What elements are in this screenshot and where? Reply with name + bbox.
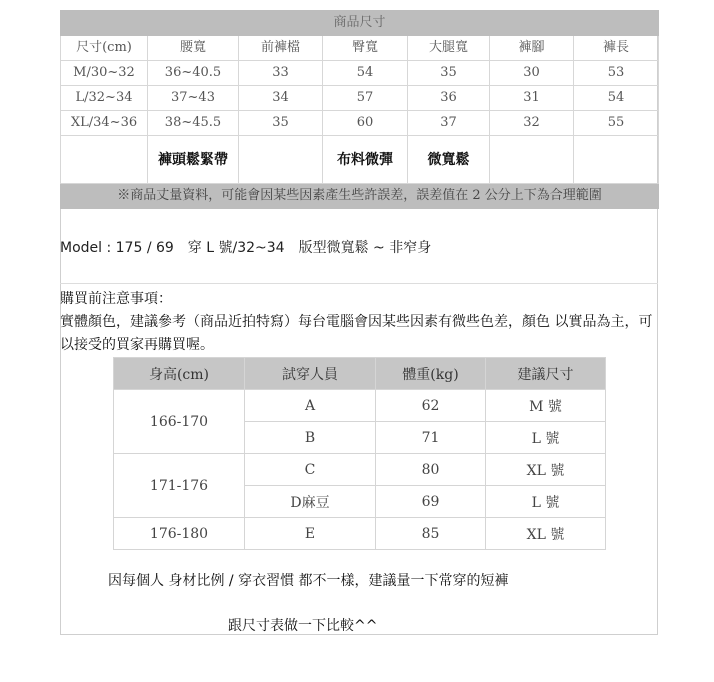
measurement-note-row: [61, 184, 659, 209]
measurement-note: ※商品丈量資料，可能會因某些因素產生些許誤差，誤差值在 2 公分上下為合理範圍: [61, 184, 659, 209]
table-cell: 85: [376, 518, 486, 550]
table-cell: XL 號: [486, 454, 606, 486]
purchase-notes: [60, 288, 660, 357]
header-tester: 試穿人員: [245, 358, 376, 390]
table-cell: D麻豆: [245, 486, 376, 518]
model-info: Model : 175 / 69 穿 L 號/32~34 版型微寬鬆 ~ 非窄身: [60, 240, 432, 256]
trial-table-header-row: [114, 358, 606, 390]
table-cell: 36: [408, 86, 490, 111]
table-cell: 37~43: [148, 86, 239, 111]
table-cell: L 號: [486, 486, 606, 518]
table-cell: 35: [239, 111, 323, 136]
table-cell: 62: [376, 390, 486, 422]
table-cell: 54: [323, 61, 408, 86]
table-cell: C: [245, 454, 376, 486]
height-range-cell: 176-180: [114, 518, 245, 550]
feature-slight-stretch: 布料微彈: [323, 136, 408, 184]
header-front-rise: 前褲檔: [239, 36, 323, 61]
table-row: [61, 111, 659, 136]
table-cell: 57: [323, 86, 408, 111]
table-cell: 60: [323, 111, 408, 136]
header-height: 身高(cm): [114, 358, 245, 390]
table-cell: XL 號: [486, 518, 606, 550]
table-cell: 37: [408, 111, 490, 136]
table-row: [114, 454, 606, 486]
table-row: [61, 86, 659, 111]
table-cell: 35: [408, 61, 490, 86]
table-cell: B: [245, 422, 376, 454]
table-cell: 71: [376, 422, 486, 454]
size-chart-title-row: [61, 11, 659, 36]
table-row: [114, 518, 606, 550]
feature-cell: [239, 136, 323, 184]
header-size: 尺寸(cm): [61, 36, 148, 61]
table-cell: E: [245, 518, 376, 550]
header-weight: 體重(kg): [376, 358, 486, 390]
table-cell: 31: [490, 86, 574, 111]
table-row: [61, 61, 659, 86]
table-cell: 36~40.5: [148, 61, 239, 86]
table-cell: 80: [376, 454, 486, 486]
size-chart-table: [60, 10, 659, 209]
table-cell: A: [245, 390, 376, 422]
table-cell: 32: [490, 111, 574, 136]
table-cell: 69: [376, 486, 486, 518]
purchase-notes-body: 實體顏色，建議參考（商品近拍特寫）每台電腦會因某些因素有微些色差，顏色 以實品為主，可以接受的買家再購買喔。: [60, 314, 653, 353]
header-length: 褲長: [574, 36, 659, 61]
purchase-notes-heading: 購買前注意事項：: [60, 291, 172, 307]
feature-row: [61, 136, 659, 184]
height-range-cell: 166-170: [114, 390, 245, 454]
table-cell: 38~45.5: [148, 111, 239, 136]
header-waist: 腰寬: [148, 36, 239, 61]
header-thigh: 大腿寬: [408, 36, 490, 61]
feature-elastic-waist: 褲頭鬆緊帶: [148, 136, 239, 184]
table-cell: M/30~32: [61, 61, 148, 86]
trial-fit-table: [113, 357, 606, 550]
feature-relaxed-fit: 微寬鬆: [408, 136, 490, 184]
table-cell: 53: [574, 61, 659, 86]
table-cell: 55: [574, 111, 659, 136]
table-cell: 30: [490, 61, 574, 86]
table-cell: L/32~34: [61, 86, 148, 111]
header-hip: 臀寬: [323, 36, 408, 61]
size-chart-title: 商品尺寸: [61, 11, 659, 36]
table-cell: M 號: [486, 390, 606, 422]
feature-cell: [574, 136, 659, 184]
table-cell: 33: [239, 61, 323, 86]
height-range-cell: 171-176: [114, 454, 245, 518]
footer-advice-line2: 跟尺寸表做一下比較^^: [228, 618, 378, 634]
divider: [60, 283, 658, 284]
table-cell: XL/34~36: [61, 111, 148, 136]
header-hem: 褲腳: [490, 36, 574, 61]
header-suggested-size: 建議尺寸: [486, 358, 606, 390]
size-chart-header-row: [61, 36, 659, 61]
table-row: [114, 390, 606, 422]
feature-cell: [490, 136, 574, 184]
table-cell: L 號: [486, 422, 606, 454]
feature-cell: [61, 136, 148, 184]
table-cell: 34: [239, 86, 323, 111]
table-cell: 54: [574, 86, 659, 111]
footer-advice-line1: 因每個人 身材比例 / 穿衣習慣 都不一樣，建議量一下常穿的短褲: [108, 573, 509, 589]
